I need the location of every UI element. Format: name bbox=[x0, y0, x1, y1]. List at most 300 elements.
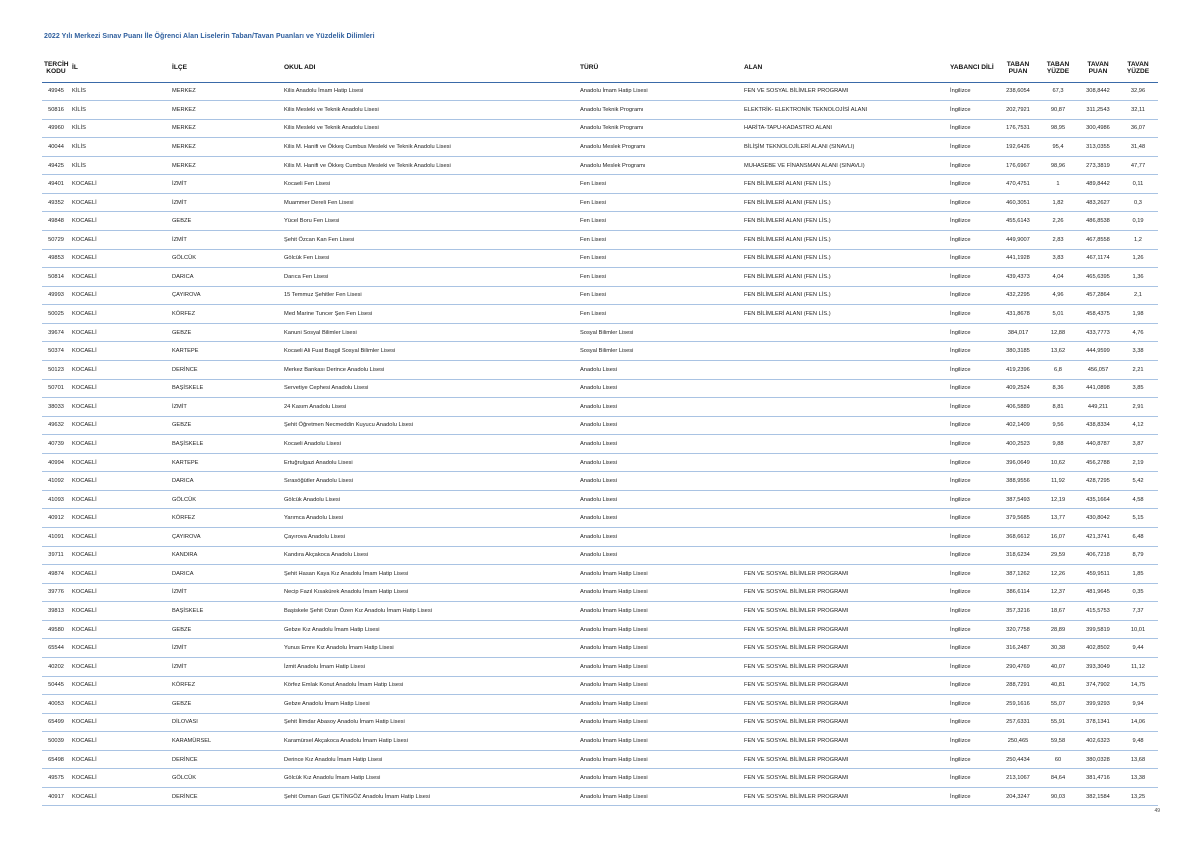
table-row bbox=[42, 360, 1158, 379]
table-row bbox=[42, 249, 1158, 268]
cell-tur: Fen Lisesi bbox=[578, 286, 742, 305]
cell-ilce: İZMİT bbox=[170, 583, 282, 602]
cell-tur: Anadolu Meslek Programı bbox=[578, 156, 742, 175]
cell-il: KOCAELİ bbox=[70, 695, 170, 714]
cell-code: 40044 bbox=[42, 138, 70, 157]
cell-alan: FEN VE SOSYAL BİLİMLER PROGRAMI bbox=[742, 583, 948, 602]
cell-il: KOCAELİ bbox=[70, 769, 170, 788]
cell-taban-puan: 250,465 bbox=[998, 732, 1038, 751]
cell-code: 50025 bbox=[42, 305, 70, 324]
cell-taban-puan: 460,3051 bbox=[998, 193, 1038, 212]
cell-dil: İngilizce bbox=[948, 416, 998, 435]
cell-il: KOCAELİ bbox=[70, 416, 170, 435]
cell-tavan-yuzde: 9,44 bbox=[1118, 639, 1158, 658]
cell-ilce: KÖRFEZ bbox=[170, 305, 282, 324]
cell-tavan-puan: 456,2788 bbox=[1078, 453, 1118, 472]
cell-taban-yuzde: 8,81 bbox=[1038, 398, 1078, 417]
cell-taban-puan: 455,6143 bbox=[998, 212, 1038, 231]
cell-tavan-puan: 435,1664 bbox=[1078, 490, 1118, 509]
cell-code: 41093 bbox=[42, 490, 70, 509]
cell-taban-puan: 419,2396 bbox=[998, 360, 1038, 379]
cell-dil: İngilizce bbox=[948, 82, 998, 101]
cell-code: 40994 bbox=[42, 453, 70, 472]
cell-ilce: KARAMÜRSEL bbox=[170, 732, 282, 751]
cell-taban-puan: 202,7921 bbox=[998, 101, 1038, 120]
cell-tavan-puan: 308,8442 bbox=[1078, 82, 1118, 101]
cell-taban-yuzde: 95,4 bbox=[1038, 138, 1078, 157]
cell-okul: Yunus Emre Kız Anadolu İmam Hatip Lisesi bbox=[282, 639, 578, 658]
cell-code: 50374 bbox=[42, 342, 70, 361]
cell-alan: FEN VE SOSYAL BİLİMLER PROGRAMI bbox=[742, 620, 948, 639]
cell-code: 49401 bbox=[42, 175, 70, 194]
cell-tur: Anadolu İmam Hatip Lisesi bbox=[578, 620, 742, 639]
cell-code: 49993 bbox=[42, 286, 70, 305]
cell-tur: Fen Lisesi bbox=[578, 231, 742, 250]
cell-il: KOCAELİ bbox=[70, 231, 170, 250]
cell-tavan-puan: 456,057 bbox=[1078, 360, 1118, 379]
cell-ilce: BAŞİSKELE bbox=[170, 435, 282, 454]
cell-tavan-puan: 444,9599 bbox=[1078, 342, 1118, 361]
cell-alan bbox=[742, 528, 948, 547]
cell-taban-puan: 384,017 bbox=[998, 323, 1038, 342]
cell-okul: Muammer Dereli Fen Lisesi bbox=[282, 193, 578, 212]
cell-alan: ELEKTRİK- ELEKTRONİK TEKNOLOJİSİ ALANI bbox=[742, 101, 948, 120]
cell-okul: İzmit Anadolu İmam Hatip Lisesi bbox=[282, 657, 578, 676]
cell-ilce: KÖRFEZ bbox=[170, 509, 282, 528]
cell-tur: Anadolu İmam Hatip Lisesi bbox=[578, 769, 742, 788]
cell-tur: Anadolu İmam Hatip Lisesi bbox=[578, 657, 742, 676]
cell-code: 39776 bbox=[42, 583, 70, 602]
cell-ilce: KARTEPE bbox=[170, 342, 282, 361]
cell-code: 65499 bbox=[42, 713, 70, 732]
cell-okul: Şehit İlimdar Abasoy Anadolu İmam Hatip Lisesi bbox=[282, 713, 578, 732]
cell-ilce: MERKEZ bbox=[170, 138, 282, 157]
cell-taban-puan: 402,1409 bbox=[998, 416, 1038, 435]
cell-code: 50729 bbox=[42, 231, 70, 250]
cell-alan bbox=[742, 398, 948, 417]
cell-tur: Anadolu İmam Hatip Lisesi bbox=[578, 639, 742, 658]
cell-il: KİLİS bbox=[70, 101, 170, 120]
cell-okul: Gebze Kız Anadolu İmam Hatip Lisesi bbox=[282, 620, 578, 639]
cell-code: 39813 bbox=[42, 602, 70, 621]
cell-dil: İngilizce bbox=[948, 657, 998, 676]
table-row bbox=[42, 453, 1158, 472]
cell-tur: Fen Lisesi bbox=[578, 268, 742, 287]
page-number: 49 bbox=[1154, 808, 1160, 814]
cell-alan: FEN VE SOSYAL BİLİMLER PROGRAMI bbox=[742, 750, 948, 769]
cell-taban-yuzde: 9,56 bbox=[1038, 416, 1078, 435]
cell-tavan-yuzde: 7,37 bbox=[1118, 602, 1158, 621]
cell-dil: İngilizce bbox=[948, 379, 998, 398]
table-row bbox=[42, 379, 1158, 398]
cell-dil: İngilizce bbox=[948, 713, 998, 732]
cell-taban-yuzde: 10,62 bbox=[1038, 453, 1078, 472]
table-row bbox=[42, 732, 1158, 751]
table-header-row bbox=[42, 56, 1158, 82]
cell-dil: İngilizce bbox=[948, 231, 998, 250]
cell-taban-puan: 204,3247 bbox=[998, 787, 1038, 806]
cell-alan: FEN VE SOSYAL BİLİMLER PROGRAMI bbox=[742, 787, 948, 806]
cell-alan: FEN VE SOSYAL BİLİMLER PROGRAMI bbox=[742, 82, 948, 101]
cell-taban-yuzde: 55,07 bbox=[1038, 695, 1078, 714]
cell-code: 40739 bbox=[42, 435, 70, 454]
cell-tur: Anadolu Lisesi bbox=[578, 472, 742, 491]
table-row bbox=[42, 695, 1158, 714]
cell-tavan-puan: 459,9511 bbox=[1078, 565, 1118, 584]
cell-tavan-puan: 467,8558 bbox=[1078, 231, 1118, 250]
table-body bbox=[42, 82, 1158, 806]
cell-il: KOCAELİ bbox=[70, 620, 170, 639]
cell-taban-yuzde: 1 bbox=[1038, 175, 1078, 194]
cell-dil: İngilizce bbox=[948, 323, 998, 342]
cell-code: 50123 bbox=[42, 360, 70, 379]
cell-alan bbox=[742, 435, 948, 454]
cell-taban-yuzde: 98,95 bbox=[1038, 119, 1078, 138]
cell-ilce: GEBZE bbox=[170, 416, 282, 435]
cell-ilce: MERKEZ bbox=[170, 119, 282, 138]
cell-il: KOCAELİ bbox=[70, 342, 170, 361]
cell-dil: İngilizce bbox=[948, 695, 998, 714]
cell-ilce: ÇAYIROVA bbox=[170, 528, 282, 547]
cell-tavan-yuzde: 1,85 bbox=[1118, 565, 1158, 584]
header-okul: OKUL ADI bbox=[282, 56, 578, 82]
cell-alan bbox=[742, 360, 948, 379]
header-code: TERCİH KODU bbox=[42, 56, 70, 82]
cell-dil: İngilizce bbox=[948, 360, 998, 379]
cell-taban-yuzde: 6,8 bbox=[1038, 360, 1078, 379]
cell-taban-puan: 379,5685 bbox=[998, 509, 1038, 528]
cell-taban-puan: 441,1928 bbox=[998, 249, 1038, 268]
cell-code: 49425 bbox=[42, 156, 70, 175]
cell-dil: İngilizce bbox=[948, 119, 998, 138]
cell-il: KOCAELİ bbox=[70, 528, 170, 547]
cell-code: 50445 bbox=[42, 676, 70, 695]
cell-code: 41092 bbox=[42, 472, 70, 491]
cell-alan bbox=[742, 453, 948, 472]
cell-tavan-yuzde: 32,11 bbox=[1118, 101, 1158, 120]
cell-okul: Çayırova Anadolu Lisesi bbox=[282, 528, 578, 547]
cell-okul: Med Marine Tuncer Şen Fen Lisesi bbox=[282, 305, 578, 324]
cell-taban-puan: 257,6331 bbox=[998, 713, 1038, 732]
cell-tur: Anadolu İmam Hatip Lisesi bbox=[578, 750, 742, 769]
cell-tavan-puan: 483,2627 bbox=[1078, 193, 1118, 212]
cell-okul: Körfez Emlak Konut Anadolu İmam Hatip Lisesi bbox=[282, 676, 578, 695]
cell-il: KOCAELİ bbox=[70, 472, 170, 491]
cell-ilce: MERKEZ bbox=[170, 82, 282, 101]
cell-code: 49960 bbox=[42, 119, 70, 138]
cell-tavan-yuzde: 9,94 bbox=[1118, 695, 1158, 714]
cell-taban-puan: 406,5889 bbox=[998, 398, 1038, 417]
cell-dil: İngilizce bbox=[948, 175, 998, 194]
cell-taban-puan: 449,9007 bbox=[998, 231, 1038, 250]
cell-alan bbox=[742, 509, 948, 528]
cell-ilce: GEBZE bbox=[170, 695, 282, 714]
table-row bbox=[42, 286, 1158, 305]
cell-okul: Kocaeli Fen Lisesi bbox=[282, 175, 578, 194]
cell-alan: FEN VE SOSYAL BİLİMLER PROGRAMI bbox=[742, 602, 948, 621]
cell-il: KOCAELİ bbox=[70, 435, 170, 454]
cell-alan: FEN VE SOSYAL BİLİMLER PROGRAMI bbox=[742, 565, 948, 584]
cell-tavan-puan: 393,3049 bbox=[1078, 657, 1118, 676]
cell-il: KOCAELİ bbox=[70, 268, 170, 287]
cell-il: KİLİS bbox=[70, 82, 170, 101]
cell-tur: Anadolu İmam Hatip Lisesi bbox=[578, 695, 742, 714]
cell-tavan-yuzde: 5,15 bbox=[1118, 509, 1158, 528]
cell-alan: FEN VE SOSYAL BİLİMLER PROGRAMI bbox=[742, 769, 948, 788]
cell-tur: Anadolu Lisesi bbox=[578, 490, 742, 509]
table-row bbox=[42, 602, 1158, 621]
cell-taban-yuzde: 12,37 bbox=[1038, 583, 1078, 602]
cell-tavan-yuzde: 13,68 bbox=[1118, 750, 1158, 769]
header-dil: YABANCI DİLİ bbox=[948, 56, 998, 82]
cell-okul: Derince Kız Anadolu İmam Hatip Lisesi bbox=[282, 750, 578, 769]
cell-code: 49632 bbox=[42, 416, 70, 435]
cell-il: KOCAELİ bbox=[70, 453, 170, 472]
cell-alan: FEN BİLİMLERİ ALANI (FEN LİS.) bbox=[742, 305, 948, 324]
cell-tavan-yuzde: 14,06 bbox=[1118, 713, 1158, 732]
cell-okul: Servetiye Cephesi Anadolu Lisesi bbox=[282, 379, 578, 398]
cell-tur: Fen Lisesi bbox=[578, 212, 742, 231]
cell-okul: Ertuğrulgazi Anadolu Lisesi bbox=[282, 453, 578, 472]
cell-code: 65544 bbox=[42, 639, 70, 658]
cell-ilce: MERKEZ bbox=[170, 101, 282, 120]
cell-taban-puan: 368,6612 bbox=[998, 528, 1038, 547]
cell-tur: Anadolu İmam Hatip Lisesi bbox=[578, 583, 742, 602]
cell-code: 65498 bbox=[42, 750, 70, 769]
cell-tur: Anadolu İmam Hatip Lisesi bbox=[578, 565, 742, 584]
cell-tavan-puan: 273,3819 bbox=[1078, 156, 1118, 175]
cell-okul: Şehit Özcan Kan Fen Lisesi bbox=[282, 231, 578, 250]
cell-taban-yuzde: 4,04 bbox=[1038, 268, 1078, 287]
cell-ilce: GÖLCÜK bbox=[170, 769, 282, 788]
cell-okul: Gebze Anadolu İmam Hatip Lisesi bbox=[282, 695, 578, 714]
table-row bbox=[42, 713, 1158, 732]
cell-tur: Anadolu Lisesi bbox=[578, 546, 742, 565]
cell-taban-puan: 290,4769 bbox=[998, 657, 1038, 676]
header-alan: ALAN bbox=[742, 56, 948, 82]
cell-il: KOCAELİ bbox=[70, 323, 170, 342]
cell-okul: Merkez Bankası Derince Anadolu Lisesi bbox=[282, 360, 578, 379]
cell-ilce: İZMİT bbox=[170, 639, 282, 658]
cell-alan: FEN VE SOSYAL BİLİMLER PROGRAMI bbox=[742, 713, 948, 732]
cell-tavan-yuzde: 36,07 bbox=[1118, 119, 1158, 138]
cell-taban-yuzde: 30,38 bbox=[1038, 639, 1078, 658]
cell-il: KOCAELİ bbox=[70, 787, 170, 806]
cell-code: 40202 bbox=[42, 657, 70, 676]
results-table bbox=[42, 56, 1158, 806]
cell-il: KOCAELİ bbox=[70, 732, 170, 751]
cell-tur: Anadolu Lisesi bbox=[578, 416, 742, 435]
cell-taban-puan: 357,3216 bbox=[998, 602, 1038, 621]
cell-alan bbox=[742, 323, 948, 342]
cell-il: KOCAELİ bbox=[70, 360, 170, 379]
cell-taban-yuzde: 3,83 bbox=[1038, 249, 1078, 268]
cell-tavan-yuzde: 10,01 bbox=[1118, 620, 1158, 639]
cell-alan: FEN VE SOSYAL BİLİMLER PROGRAMI bbox=[742, 732, 948, 751]
cell-ilce: DERİNCE bbox=[170, 787, 282, 806]
cell-taban-yuzde: 1,82 bbox=[1038, 193, 1078, 212]
cell-alan: MUHASEBE VE FİNANSMAN ALANI (SINAVLI) bbox=[742, 156, 948, 175]
cell-dil: İngilizce bbox=[948, 546, 998, 565]
cell-okul: Kandıra Akçakoca Anadolu Lisesi bbox=[282, 546, 578, 565]
cell-tur: Anadolu İmam Hatip Lisesi bbox=[578, 602, 742, 621]
cell-il: KİLİS bbox=[70, 138, 170, 157]
header-il: İL bbox=[70, 56, 170, 82]
cell-dil: İngilizce bbox=[948, 602, 998, 621]
cell-taban-yuzde: 16,07 bbox=[1038, 528, 1078, 547]
cell-taban-yuzde: 84,64 bbox=[1038, 769, 1078, 788]
cell-tavan-yuzde: 0,19 bbox=[1118, 212, 1158, 231]
cell-taban-puan: 380,3185 bbox=[998, 342, 1038, 361]
cell-alan: FEN BİLİMLERİ ALANI (FEN LİS.) bbox=[742, 268, 948, 287]
cell-tavan-yuzde: 13,25 bbox=[1118, 787, 1158, 806]
cell-tavan-yuzde: 2,19 bbox=[1118, 453, 1158, 472]
header-taban-puan: TABAN PUAN bbox=[998, 56, 1038, 82]
cell-tur: Sosyal Bilimler Lisesi bbox=[578, 342, 742, 361]
cell-dil: İngilizce bbox=[948, 286, 998, 305]
cell-tavan-puan: 406,7218 bbox=[1078, 546, 1118, 565]
cell-code: 49352 bbox=[42, 193, 70, 212]
cell-alan: FEN BİLİMLERİ ALANI (FEN LİS.) bbox=[742, 249, 948, 268]
cell-tur: Anadolu Lisesi bbox=[578, 360, 742, 379]
table-row bbox=[42, 546, 1158, 565]
cell-alan bbox=[742, 490, 948, 509]
table-row bbox=[42, 676, 1158, 695]
cell-taban-yuzde: 12,19 bbox=[1038, 490, 1078, 509]
cell-il: KİLİS bbox=[70, 156, 170, 175]
table-row bbox=[42, 268, 1158, 287]
table-row bbox=[42, 323, 1158, 342]
cell-dil: İngilizce bbox=[948, 750, 998, 769]
cell-taban-yuzde: 40,81 bbox=[1038, 676, 1078, 695]
cell-il: KOCAELİ bbox=[70, 657, 170, 676]
cell-alan bbox=[742, 379, 948, 398]
cell-ilce: DARICA bbox=[170, 472, 282, 491]
table-row bbox=[42, 138, 1158, 157]
cell-okul: Gölcük Kız Anadolu İmam Hatip Lisesi bbox=[282, 769, 578, 788]
cell-okul: Kilis Mesleki ve Teknik Anadolu Lisesi bbox=[282, 119, 578, 138]
cell-tur: Anadolu Meslek Programı bbox=[578, 138, 742, 157]
cell-taban-puan: 388,9556 bbox=[998, 472, 1038, 491]
cell-il: KOCAELİ bbox=[70, 713, 170, 732]
cell-okul: Gölcük Anadolu Lisesi bbox=[282, 490, 578, 509]
cell-tavan-yuzde: 0,3 bbox=[1118, 193, 1158, 212]
cell-okul: Şehit Hasan Kaya Kız Anadolu İmam Hatip Lisesi bbox=[282, 565, 578, 584]
cell-tavan-yuzde: 8,79 bbox=[1118, 546, 1158, 565]
cell-dil: İngilizce bbox=[948, 528, 998, 547]
table-row bbox=[42, 769, 1158, 788]
table-row bbox=[42, 787, 1158, 806]
cell-tur: Fen Lisesi bbox=[578, 193, 742, 212]
cell-tur: Anadolu Lisesi bbox=[578, 528, 742, 547]
cell-ilce: DARICA bbox=[170, 268, 282, 287]
cell-tur: Anadolu İmam Hatip Lisesi bbox=[578, 676, 742, 695]
table-row bbox=[42, 119, 1158, 138]
cell-ilce: MERKEZ bbox=[170, 156, 282, 175]
cell-tavan-puan: 313,0355 bbox=[1078, 138, 1118, 157]
cell-taban-puan: 250,4434 bbox=[998, 750, 1038, 769]
cell-taban-puan: 176,6967 bbox=[998, 156, 1038, 175]
cell-tavan-puan: 458,4375 bbox=[1078, 305, 1118, 324]
cell-il: KOCAELİ bbox=[70, 286, 170, 305]
cell-dil: İngilizce bbox=[948, 676, 998, 695]
cell-taban-puan: 192,6426 bbox=[998, 138, 1038, 157]
cell-okul: 15 Temmuz Şehitler Fen Lisesi bbox=[282, 286, 578, 305]
table-row bbox=[42, 231, 1158, 250]
cell-alan: FEN BİLİMLERİ ALANI (FEN LİS.) bbox=[742, 286, 948, 305]
cell-tavan-yuzde: 3,38 bbox=[1118, 342, 1158, 361]
cell-tur: Anadolu Lisesi bbox=[578, 398, 742, 417]
cell-tavan-puan: 465,6395 bbox=[1078, 268, 1118, 287]
cell-tavan-puan: 399,9293 bbox=[1078, 695, 1118, 714]
cell-tavan-yuzde: 4,12 bbox=[1118, 416, 1158, 435]
table-row bbox=[42, 620, 1158, 639]
cell-il: KOCAELİ bbox=[70, 193, 170, 212]
cell-tavan-yuzde: 31,48 bbox=[1118, 138, 1158, 157]
cell-taban-yuzde: 8,36 bbox=[1038, 379, 1078, 398]
cell-taban-puan: 386,6114 bbox=[998, 583, 1038, 602]
cell-alan: FEN BİLİMLERİ ALANI (FEN LİS.) bbox=[742, 212, 948, 231]
cell-dil: İngilizce bbox=[948, 732, 998, 751]
cell-dil: İngilizce bbox=[948, 769, 998, 788]
cell-okul: Necip Fazıl Kısakürek Anadolu İmam Hatip Lisesi bbox=[282, 583, 578, 602]
cell-il: KOCAELİ bbox=[70, 379, 170, 398]
table-row bbox=[42, 509, 1158, 528]
cell-ilce: DERİNCE bbox=[170, 360, 282, 379]
cell-okul: Kilis M. Hanifi ve Ökkeş Cumbus Mesleki ve Teknik Anadolu Lisesi bbox=[282, 138, 578, 157]
cell-tavan-yuzde: 9,48 bbox=[1118, 732, 1158, 751]
header-ilce: İLÇE bbox=[170, 56, 282, 82]
cell-tavan-puan: 311,2543 bbox=[1078, 101, 1118, 120]
cell-code: 40912 bbox=[42, 509, 70, 528]
cell-taban-yuzde: 67,3 bbox=[1038, 82, 1078, 101]
cell-tavan-puan: 382,1584 bbox=[1078, 787, 1118, 806]
cell-dil: İngilizce bbox=[948, 565, 998, 584]
cell-taban-yuzde: 13,62 bbox=[1038, 342, 1078, 361]
table-row bbox=[42, 342, 1158, 361]
cell-ilce: GÖLCÜK bbox=[170, 249, 282, 268]
cell-il: KOCAELİ bbox=[70, 676, 170, 695]
cell-ilce: BAŞİSKELE bbox=[170, 379, 282, 398]
cell-ilce: İZMİT bbox=[170, 175, 282, 194]
cell-code: 49874 bbox=[42, 565, 70, 584]
table-row bbox=[42, 305, 1158, 324]
cell-tur: Anadolu Lisesi bbox=[578, 509, 742, 528]
cell-dil: İngilizce bbox=[948, 156, 998, 175]
cell-tavan-yuzde: 1,98 bbox=[1118, 305, 1158, 324]
cell-okul: Kilis M. Hanifi ve Ökkeş Cumbus Mesleki ve Teknik Anadolu Lisesi bbox=[282, 156, 578, 175]
cell-tavan-yuzde: 2,21 bbox=[1118, 360, 1158, 379]
cell-tur: Anadolu Lisesi bbox=[578, 379, 742, 398]
cell-alan: HARİTA-TAPU-KADASTRO ALANI bbox=[742, 119, 948, 138]
cell-dil: İngilizce bbox=[948, 620, 998, 639]
cell-ilce: GEBZE bbox=[170, 620, 282, 639]
cell-taban-puan: 318,6234 bbox=[998, 546, 1038, 565]
cell-code: 39674 bbox=[42, 323, 70, 342]
table-row bbox=[42, 565, 1158, 584]
cell-taban-puan: 320,7758 bbox=[998, 620, 1038, 639]
cell-tavan-yuzde: 1,2 bbox=[1118, 231, 1158, 250]
cell-code: 50701 bbox=[42, 379, 70, 398]
cell-ilce: İZMİT bbox=[170, 231, 282, 250]
table-row bbox=[42, 416, 1158, 435]
cell-taban-puan: 387,1262 bbox=[998, 565, 1038, 584]
cell-code: 40053 bbox=[42, 695, 70, 714]
cell-tavan-puan: 402,8502 bbox=[1078, 639, 1118, 658]
cell-tur: Anadolu Lisesi bbox=[578, 435, 742, 454]
cell-il: KOCAELİ bbox=[70, 602, 170, 621]
cell-ilce: İZMİT bbox=[170, 657, 282, 676]
